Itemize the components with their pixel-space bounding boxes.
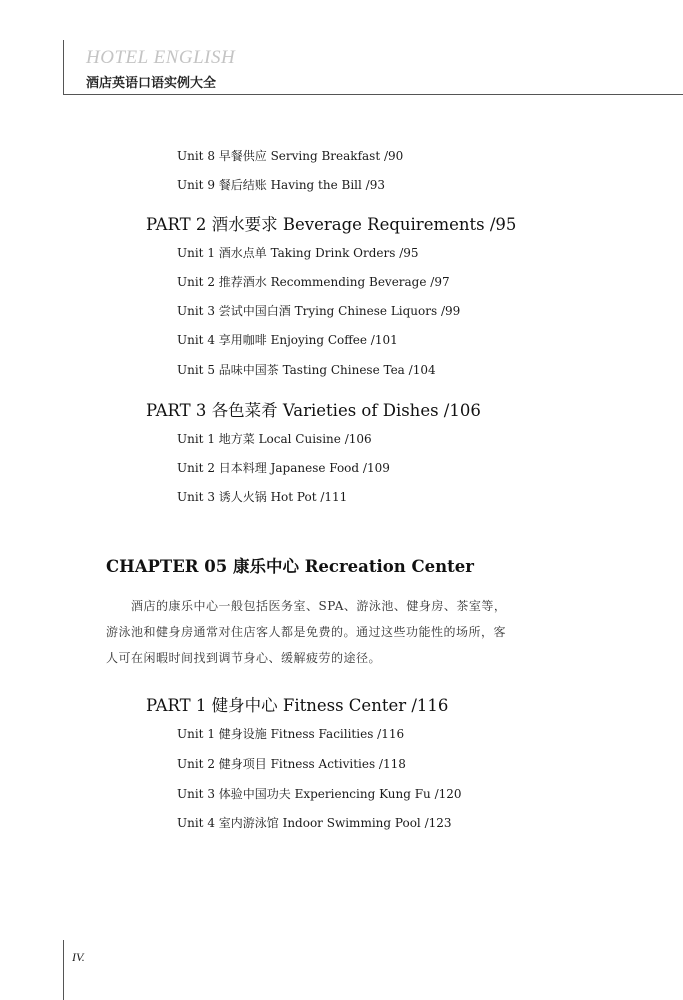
page-header xyxy=(0,0,683,100)
toc-entry-unit-9: Unit 9 餐后结账 Having the Bill /93 xyxy=(177,178,385,192)
toc-entry: Unit 1 地方菜 Local Cuisine /106 xyxy=(177,432,372,446)
toc-entry: Unit 4 室内游泳馆 Indoor Swimming Pool /123 xyxy=(177,816,452,830)
toc-entry: Unit 3 尝试中国白酒 Trying Chinese Liquors /99 xyxy=(177,304,461,318)
header-title-cn: 酒店英语口语实例大全 xyxy=(86,76,217,91)
toc-entry: Unit 3 体验中国功夫 Experiencing Kung Fu /120 xyxy=(177,787,462,801)
footer-vertical-rule xyxy=(63,940,64,1000)
toc-entry-unit-8: Unit 8 早餐供应 Serving Breakfast /90 xyxy=(177,149,404,163)
toc-entry: Unit 1 酒水点单 Taking Drink Orders /95 xyxy=(177,246,419,260)
toc-entry: Unit 3 诱人火锅 Hot Pot /111 xyxy=(177,490,348,504)
toc-part-1-heading: PART 1 健身中心 Fitness Center /116 xyxy=(146,696,449,715)
chapter-intro-line: 酒店的康乐中心一般包括医务室、SPA、游泳池、健身房、茶室等， xyxy=(106,599,507,613)
page-number: IV. xyxy=(72,950,85,964)
chapter-intro-line: 游泳池和健身房通常对住店客人都是免费的。通过这些功能性的场所，客 xyxy=(106,625,507,639)
toc-part-3-heading: PART 3 各色菜肴 Varieties of Dishes /106 xyxy=(146,401,481,420)
toc-entry: Unit 1 健身设施 Fitness Facilities /116 xyxy=(177,727,405,741)
toc-entry: Unit 2 推荐酒水 Recommending Beverage /97 xyxy=(177,275,450,289)
header-title-en: HOTEL ENGLISH xyxy=(86,47,236,68)
toc-entry: Unit 2 日本料理 Japanese Food /109 xyxy=(177,461,390,475)
header-vertical-rule xyxy=(63,40,64,94)
chapter-05-heading: CHAPTER 05 康乐中心 Recreation Center xyxy=(106,557,474,576)
toc-entry: Unit 5 品味中国茶 Tasting Chinese Tea /104 xyxy=(177,363,436,377)
header-horizontal-rule xyxy=(63,94,683,95)
toc-entry: Unit 4 享用咖啡 Enjoying Coffee /101 xyxy=(177,333,398,347)
toc-entry: Unit 2 健身项目 Fitness Activities /118 xyxy=(177,757,406,771)
toc-part-2-heading: PART 2 酒水要求 Beverage Requirements /95 xyxy=(146,215,517,234)
chapter-intro-line: 人可在闲暇时间找到调节身心、缓解疲劳的途径。 xyxy=(106,651,382,665)
